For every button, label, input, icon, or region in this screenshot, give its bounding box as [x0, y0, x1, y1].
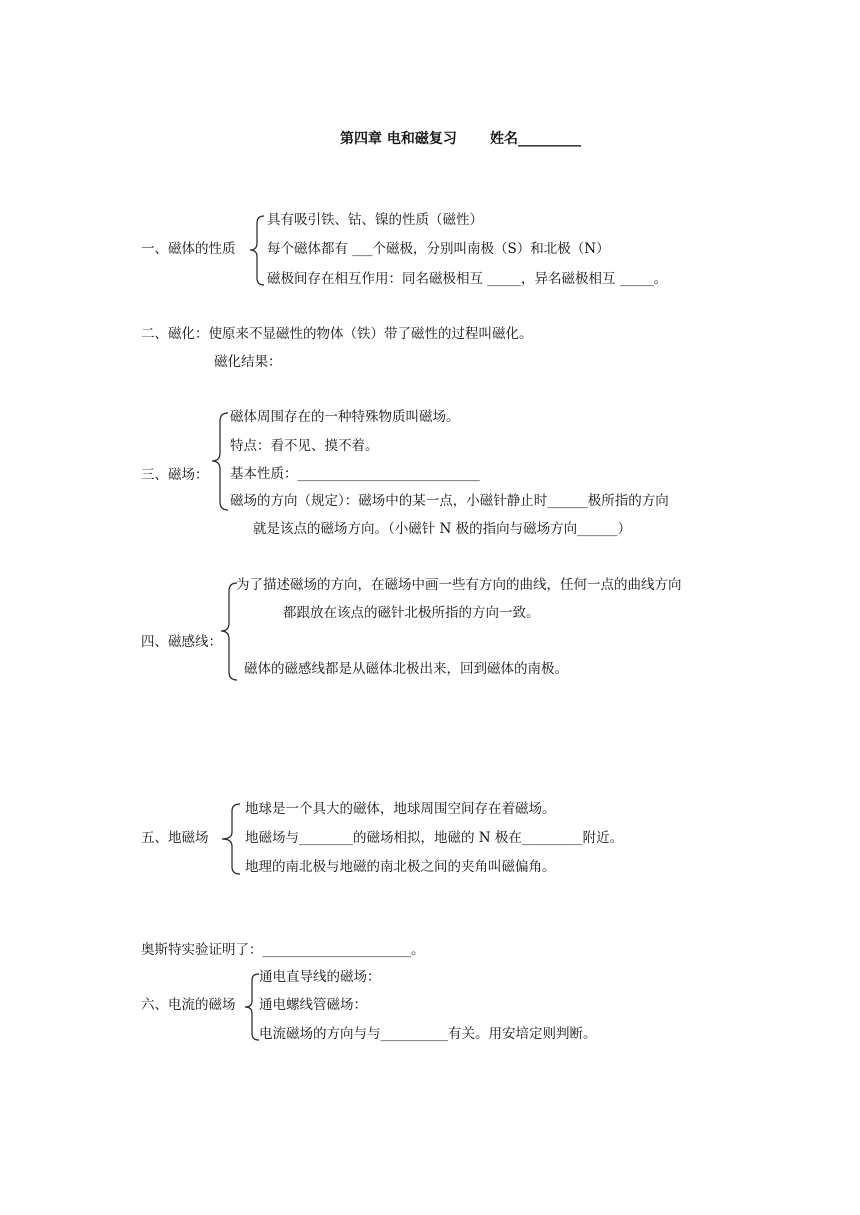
section-5-item: 地磁场与________的磁场相拟，地磁的 N 极在_________附近。 [245, 830, 624, 846]
name-field[interactable]: 姓名_________ [490, 131, 581, 147]
section-6-label: 六、电流的磁场 [141, 997, 236, 1013]
section-4-label: 四、磁感线： [141, 634, 222, 650]
section-1-item: 磁极间存在相互作用：同名磁极相互 _____，异名磁极相互 _____。 [267, 271, 668, 287]
section-1-label: 一、磁体的性质 [141, 241, 236, 257]
section-2-result: 磁化结果： [214, 354, 282, 370]
section-6-item: 电流磁场的方向与与__________有关。用安培定则判断。 [259, 1026, 597, 1042]
section-5-brace [216, 802, 242, 878]
section-3-item-continued: 就是该点的磁场方向。（小磁针 N 极的指向与磁场方向______） [253, 521, 632, 537]
section-2-line: 二、磁化：使原来不显磁性的物体（铁）带了磁性的过程叫磁化。 [141, 326, 533, 342]
section-3-item: 磁场的方向（规定）：磁场中的某一点，小磁针静止时______极所指的方向 [230, 493, 669, 509]
section-6-item: 通电螺线管磁场： [259, 997, 367, 1013]
section-3-item: 磁体周围存在的一种特殊物质叫磁场。 [230, 409, 460, 425]
page-title: 第四章 电和磁复习 [340, 131, 457, 147]
section-1-item: 具有吸引铁、钴、镍的性质（磁性） [267, 212, 483, 228]
section-4-brace [215, 580, 239, 684]
section-5-item: 地理的南北极与地磁的南北极之间的夹角叫磁偏角。 [245, 859, 556, 875]
section-5-item: 地球是一个具大的磁体，地球周围空间存在着磁场。 [245, 801, 556, 817]
oersted-line: 奥斯特实验证明了：______________________。 [141, 942, 425, 958]
section-4-item: 磁体的磁感线都是从磁体北极出来，回到磁体的南极。 [244, 661, 568, 677]
section-3-brace [206, 410, 230, 514]
section-4-item: 为了描述磁场的方向，在磁场中画一些有方向的曲线，任何一点的曲线方向 [236, 577, 682, 593]
section-4-item-continued: 都跟放在该点的磁针北极所指的方向一致。 [283, 605, 540, 621]
section-6-brace [241, 972, 261, 1044]
section-5-label: 五、地磁场 [141, 830, 209, 846]
section-3-label: 三、磁场： [141, 467, 209, 483]
section-3-item: 特点：看不见、摸不着。 [230, 438, 379, 454]
section-3-item: 基本性质：___________________________ [230, 466, 480, 482]
section-1-item: 每个磁体都有 ___个磁极，分别叫南极（S）和北极（N） [267, 241, 610, 257]
section-1-brace [244, 214, 266, 288]
section-6-item: 通电直导线的磁场： [259, 969, 381, 985]
